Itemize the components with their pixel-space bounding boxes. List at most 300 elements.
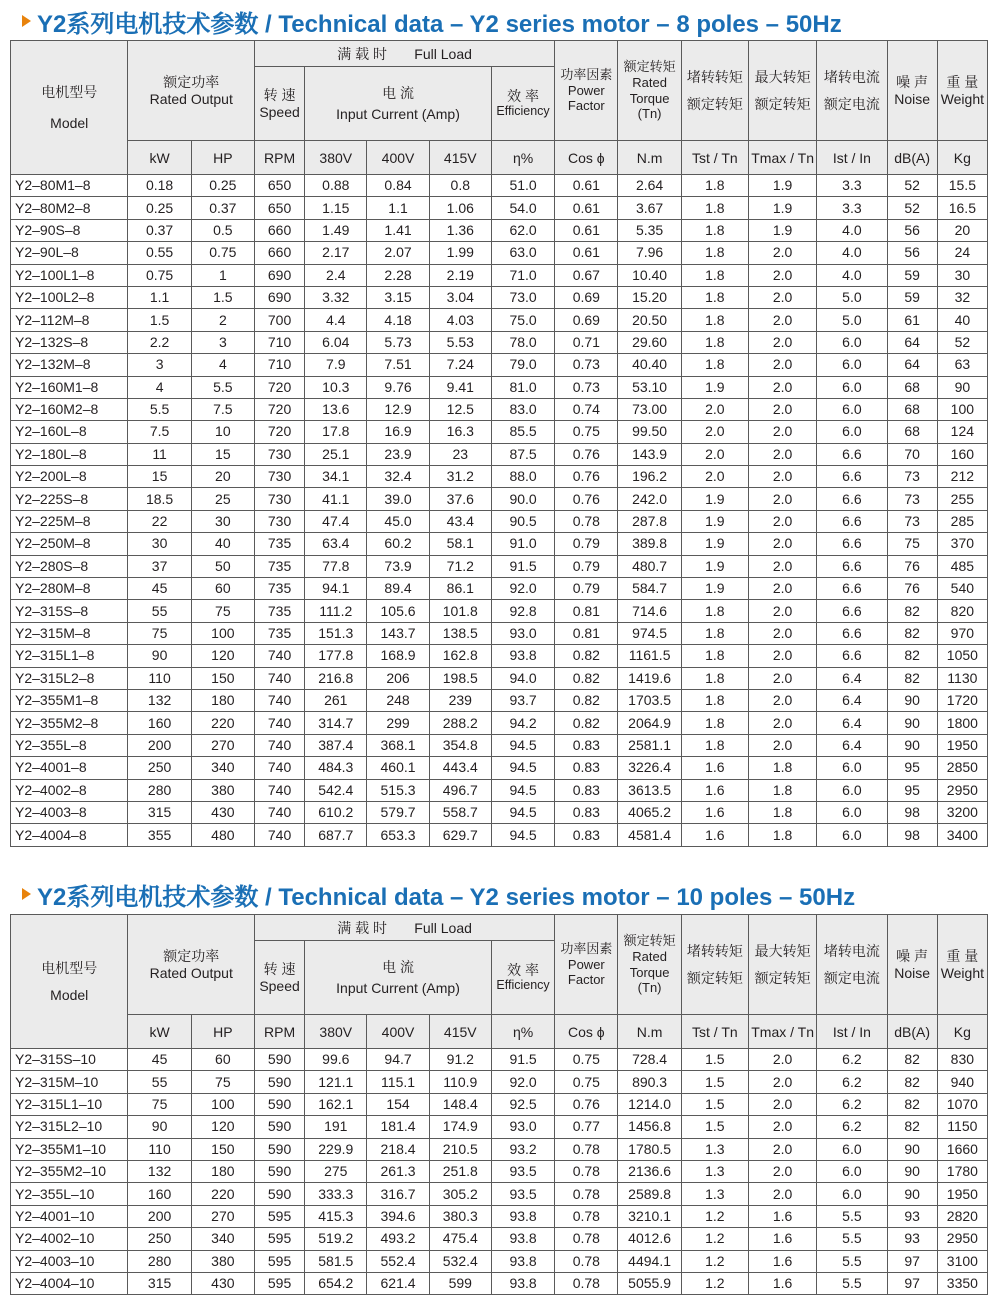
table-row — [11, 421, 988, 443]
cell-efficiency: 93.7 — [491, 689, 554, 711]
cell-rpm: 590 — [254, 1138, 304, 1160]
cell-tst-tn: 1.8 — [681, 622, 748, 644]
unit-hp: HP — [191, 1015, 254, 1049]
table-row — [11, 197, 988, 219]
cell-rpm: 590 — [254, 1093, 304, 1115]
cell-noise: 61 — [887, 309, 937, 331]
cell-power-factor: 0.76 — [555, 466, 618, 488]
cell-power-factor: 0.76 — [555, 1093, 618, 1115]
cell-ist-in: 5.0 — [817, 309, 887, 331]
cell-rpm: 740 — [254, 801, 304, 823]
cell-rpm: 730 — [254, 466, 304, 488]
cell-current-380v: 13.6 — [305, 398, 367, 420]
cell-current-400v: 515.3 — [367, 779, 429, 801]
cell-tmax-tn: 2.0 — [748, 443, 816, 465]
cell-kw: 22 — [128, 510, 191, 532]
cell-power-factor: 0.61 — [555, 219, 618, 241]
cell-torque: 974.5 — [618, 622, 681, 644]
cell-efficiency: 93.8 — [491, 1250, 554, 1272]
cell-current-415v: 288.2 — [429, 712, 491, 734]
cell-tst-tn: 1.5 — [681, 1116, 748, 1138]
cell-noise: 97 — [887, 1272, 937, 1294]
table-row — [11, 175, 988, 197]
cell-power-factor: 0.83 — [555, 734, 618, 756]
cell-torque: 4012.6 — [618, 1228, 681, 1250]
cell-efficiency: 94.5 — [491, 779, 554, 801]
cell-tmax-tn: 1.8 — [748, 824, 816, 846]
cell-tst-tn: 1.8 — [681, 667, 748, 689]
cell-torque: 143.9 — [618, 443, 681, 465]
cell-current-380v: 610.2 — [305, 801, 367, 823]
cell-efficiency: 90.5 — [491, 510, 554, 532]
cell-torque: 5.35 — [618, 219, 681, 241]
cell-rpm: 660 — [254, 219, 304, 241]
cell-tst-tn: 1.2 — [681, 1250, 748, 1272]
cell-current-415v: 9.41 — [429, 376, 491, 398]
cell-current-380v: 542.4 — [305, 779, 367, 801]
cell-power-factor: 0.82 — [555, 712, 618, 734]
pf-header: 功率因素 Power Factor — [555, 41, 618, 141]
unit-400v: 400V — [367, 1015, 429, 1049]
cell-tmax-tn: 1.6 — [748, 1272, 816, 1294]
cell-weight: 830 — [937, 1049, 987, 1071]
cell-weight: 970 — [937, 622, 987, 644]
cell-model: Y2–355M1–8 — [11, 689, 128, 711]
cell-weight: 124 — [937, 421, 987, 443]
cell-power-factor: 0.61 — [555, 175, 618, 197]
cell-current-415v: 496.7 — [429, 779, 491, 801]
cell-torque: 3.67 — [618, 197, 681, 219]
cell-model: Y2–4001–10 — [11, 1205, 128, 1227]
cell-torque: 714.6 — [618, 600, 681, 622]
torque-header: 额定转矩 Rated Torque (Tn) — [618, 915, 681, 1015]
table-row — [11, 376, 988, 398]
table-row — [11, 354, 988, 376]
cell-kw: 315 — [128, 801, 191, 823]
cell-noise: 82 — [887, 667, 937, 689]
cell-current-380v: 191 — [305, 1116, 367, 1138]
table-row — [11, 466, 988, 488]
cell-rpm: 590 — [254, 1071, 304, 1093]
cell-model: Y2–132S–8 — [11, 331, 128, 353]
cell-efficiency: 85.5 — [491, 421, 554, 443]
cell-weight: 160 — [937, 443, 987, 465]
cell-tst-tn: 2.0 — [681, 421, 748, 443]
cell-current-380v: 77.8 — [305, 555, 367, 577]
cell-current-415v: 380.3 — [429, 1205, 491, 1227]
cell-ist-in: 6.2 — [817, 1093, 887, 1115]
cell-hp: 10 — [191, 421, 254, 443]
cell-model: Y2–315L2–10 — [11, 1116, 128, 1138]
table-row — [11, 331, 988, 353]
cell-model: Y2–4003–10 — [11, 1250, 128, 1272]
cell-tmax-tn: 2.0 — [748, 1093, 816, 1115]
cell-current-380v: 261 — [305, 689, 367, 711]
cell-tmax-tn: 2.0 — [748, 398, 816, 420]
cell-current-415v: 198.5 — [429, 667, 491, 689]
table-row — [11, 1071, 988, 1093]
cell-model: Y2–132M–8 — [11, 354, 128, 376]
cell-kw: 160 — [128, 1183, 191, 1205]
cell-weight: 100 — [937, 398, 987, 420]
unit-kw: kW — [128, 141, 191, 175]
cell-current-415v: 110.9 — [429, 1071, 491, 1093]
cell-power-factor: 0.82 — [555, 689, 618, 711]
cell-kw: 160 — [128, 712, 191, 734]
cell-current-415v: 443.4 — [429, 757, 491, 779]
cell-kw: 132 — [128, 689, 191, 711]
cell-weight: 255 — [937, 488, 987, 510]
cell-weight: 15.5 — [937, 175, 987, 197]
cell-model: Y2–112M–8 — [11, 309, 128, 331]
cell-weight: 1050 — [937, 645, 987, 667]
cell-power-factor: 0.75 — [555, 1071, 618, 1093]
unit-tmax: Tmax / Tn — [748, 141, 816, 175]
cell-efficiency: 93.2 — [491, 1138, 554, 1160]
cell-kw: 11 — [128, 443, 191, 465]
cell-noise: 90 — [887, 734, 937, 756]
max-torque-header: 最大转矩 额定转矩 — [748, 41, 816, 141]
cell-tmax-tn: 2.0 — [748, 331, 816, 353]
cell-noise: 59 — [887, 286, 937, 308]
cell-rpm: 700 — [254, 309, 304, 331]
cell-current-415v: 1.06 — [429, 197, 491, 219]
cell-efficiency: 94.5 — [491, 757, 554, 779]
cell-current-415v: 174.9 — [429, 1116, 491, 1138]
cell-weight: 1950 — [937, 734, 987, 756]
table-row — [11, 1049, 988, 1071]
cell-hp: 270 — [191, 734, 254, 756]
cell-weight: 63 — [937, 354, 987, 376]
unit-tst: Tst / Tn — [681, 1015, 748, 1049]
cell-efficiency: 94.2 — [491, 712, 554, 734]
table-row — [11, 734, 988, 756]
cell-kw: 132 — [128, 1160, 191, 1182]
unit-eff: η% — [491, 141, 554, 175]
cell-torque: 7.96 — [618, 242, 681, 264]
triangle-bullet-icon — [22, 888, 31, 900]
cell-tst-tn: 1.9 — [681, 533, 748, 555]
cell-hp: 430 — [191, 1272, 254, 1294]
cell-model: Y2–315L1–8 — [11, 645, 128, 667]
cell-current-400v: 1.41 — [367, 219, 429, 241]
table-row — [11, 533, 988, 555]
cell-torque: 584.7 — [618, 578, 681, 600]
cell-efficiency: 79.0 — [491, 354, 554, 376]
cell-tmax-tn: 1.8 — [748, 757, 816, 779]
table-row — [11, 1205, 988, 1227]
cell-torque: 242.0 — [618, 488, 681, 510]
cell-kw: 7.5 — [128, 421, 191, 443]
table-row — [11, 600, 988, 622]
cell-efficiency: 94.5 — [491, 824, 554, 846]
cell-torque: 728.4 — [618, 1049, 681, 1071]
cell-model: Y2–355L–8 — [11, 734, 128, 756]
cell-current-400v: 45.0 — [367, 510, 429, 532]
cell-weight: 540 — [937, 578, 987, 600]
cell-weight: 2950 — [937, 1228, 987, 1250]
cell-current-380v: 314.7 — [305, 712, 367, 734]
cell-efficiency: 92.5 — [491, 1093, 554, 1115]
cell-rpm: 595 — [254, 1228, 304, 1250]
cell-kw: 3 — [128, 354, 191, 376]
cell-hp: 340 — [191, 757, 254, 779]
cell-current-415v: 138.5 — [429, 622, 491, 644]
cell-tmax-tn: 2.0 — [748, 1183, 816, 1205]
cell-weight: 212 — [937, 466, 987, 488]
cell-kw: 2.2 — [128, 331, 191, 353]
cell-ist-in: 4.0 — [817, 242, 887, 264]
cell-model: Y2–315S–10 — [11, 1049, 128, 1071]
cell-weight: 40 — [937, 309, 987, 331]
cell-current-400v: 168.9 — [367, 645, 429, 667]
cell-power-factor: 0.82 — [555, 667, 618, 689]
cell-current-415v: 532.4 — [429, 1250, 491, 1272]
cell-rpm: 740 — [254, 689, 304, 711]
unit-cos: Cos ϕ — [555, 141, 618, 175]
cell-current-415v: 91.2 — [429, 1049, 491, 1071]
cell-power-factor: 0.78 — [555, 1183, 618, 1205]
cell-tmax-tn: 1.9 — [748, 219, 816, 241]
cell-weight: 24 — [937, 242, 987, 264]
unit-380v: 380V — [305, 1015, 367, 1049]
section-title-10-poles — [22, 877, 855, 911]
cell-model: Y2–160M2–8 — [11, 398, 128, 420]
cell-efficiency: 81.0 — [491, 376, 554, 398]
unit-eff: η% — [491, 1015, 554, 1049]
table-row — [11, 1250, 988, 1272]
cell-tst-tn: 1.9 — [681, 578, 748, 600]
cell-tmax-tn: 2.0 — [748, 645, 816, 667]
cell-weight: 1070 — [937, 1093, 987, 1115]
pf-header: 功率因素 Power Factor — [555, 915, 618, 1015]
cell-current-415v: 354.8 — [429, 734, 491, 756]
cell-current-415v: 16.3 — [429, 421, 491, 443]
cell-weight: 32 — [937, 286, 987, 308]
noise-header: 噪 声 Noise — [887, 915, 937, 1015]
cell-current-415v: 148.4 — [429, 1093, 491, 1115]
cell-ist-in: 6.4 — [817, 734, 887, 756]
cell-kw: 250 — [128, 757, 191, 779]
cell-tst-tn: 1.9 — [681, 555, 748, 577]
cell-current-380v: 484.3 — [305, 757, 367, 779]
cell-current-400v: 218.4 — [367, 1138, 429, 1160]
cell-torque: 2581.1 — [618, 734, 681, 756]
cell-efficiency: 93.8 — [491, 1205, 554, 1227]
cell-tst-tn: 1.8 — [681, 175, 748, 197]
cell-current-380v: 34.1 — [305, 466, 367, 488]
cell-hp: 0.5 — [191, 219, 254, 241]
cell-noise: 70 — [887, 443, 937, 465]
cell-efficiency: 92.8 — [491, 600, 554, 622]
rated-output-header: 额定功率 Rated Output — [128, 41, 255, 141]
cell-current-415v: 3.04 — [429, 286, 491, 308]
cell-model: Y2–225M–8 — [11, 510, 128, 532]
cell-current-380v: 2.4 — [305, 264, 367, 286]
cell-tmax-tn: 2.0 — [748, 600, 816, 622]
cell-model: Y2–280S–8 — [11, 555, 128, 577]
cell-hp: 220 — [191, 712, 254, 734]
cell-ist-in: 3.3 — [817, 197, 887, 219]
cell-ist-in: 6.6 — [817, 555, 887, 577]
cell-rpm: 720 — [254, 421, 304, 443]
cell-ist-in: 6.6 — [817, 488, 887, 510]
cell-rpm: 590 — [254, 1160, 304, 1182]
cell-noise: 76 — [887, 555, 937, 577]
cell-torque: 4065.2 — [618, 801, 681, 823]
cell-noise: 68 — [887, 421, 937, 443]
cell-rpm: 730 — [254, 488, 304, 510]
cell-torque: 1780.5 — [618, 1138, 681, 1160]
cell-power-factor: 0.78 — [555, 1138, 618, 1160]
cell-model: Y2–315S–8 — [11, 600, 128, 622]
cell-tst-tn: 1.3 — [681, 1160, 748, 1182]
cell-kw: 0.37 — [128, 219, 191, 241]
cell-weight: 940 — [937, 1071, 987, 1093]
cell-current-400v: 579.7 — [367, 801, 429, 823]
cell-torque: 2136.6 — [618, 1160, 681, 1182]
cell-kw: 5.5 — [128, 398, 191, 420]
cell-current-415v: 251.8 — [429, 1160, 491, 1182]
max-torque-header: 最大转矩 额定转矩 — [748, 915, 816, 1015]
cell-power-factor: 0.83 — [555, 757, 618, 779]
cell-current-400v: 115.1 — [367, 1071, 429, 1093]
cell-current-400v: 248 — [367, 689, 429, 711]
cell-model: Y2–180L–8 — [11, 443, 128, 465]
cell-noise: 68 — [887, 376, 937, 398]
cell-hp: 25 — [191, 488, 254, 510]
cell-current-380v: 654.2 — [305, 1272, 367, 1294]
cell-ist-in: 4.0 — [817, 264, 887, 286]
table-row — [11, 622, 988, 644]
cell-power-factor: 0.75 — [555, 421, 618, 443]
cell-hp: 100 — [191, 622, 254, 644]
cell-efficiency: 63.0 — [491, 242, 554, 264]
unit-dba: dB(A) — [887, 141, 937, 175]
cell-hp: 430 — [191, 801, 254, 823]
cell-hp: 0.75 — [191, 242, 254, 264]
table-row — [11, 242, 988, 264]
cell-tst-tn: 1.8 — [681, 264, 748, 286]
cell-current-380v: 4.4 — [305, 309, 367, 331]
cell-rpm: 735 — [254, 555, 304, 577]
cell-model: Y2–315L2–8 — [11, 667, 128, 689]
cell-current-400v: 394.6 — [367, 1205, 429, 1227]
cell-current-380v: 1.15 — [305, 197, 367, 219]
cell-current-415v: 4.03 — [429, 309, 491, 331]
cell-weight: 16.5 — [937, 197, 987, 219]
table-row — [11, 488, 988, 510]
cell-tmax-tn: 2.0 — [748, 354, 816, 376]
cell-noise: 82 — [887, 1093, 937, 1115]
cell-weight: 2950 — [937, 779, 987, 801]
cell-rpm: 690 — [254, 264, 304, 286]
units-row — [11, 141, 988, 175]
cell-current-380v: 94.1 — [305, 578, 367, 600]
cell-ist-in: 6.4 — [817, 712, 887, 734]
cell-current-400v: 12.9 — [367, 398, 429, 420]
cell-model: Y2–80M2–8 — [11, 197, 128, 219]
cell-torque: 1456.8 — [618, 1116, 681, 1138]
cell-tmax-tn: 2.0 — [748, 622, 816, 644]
cell-current-400v: 1.1 — [367, 197, 429, 219]
cell-efficiency: 54.0 — [491, 197, 554, 219]
cell-efficiency: 93.8 — [491, 1228, 554, 1250]
cell-model: Y2–280M–8 — [11, 578, 128, 600]
cell-model: Y2–160L–8 — [11, 421, 128, 443]
cell-noise: 93 — [887, 1228, 937, 1250]
rated-output-header: 额定功率 Rated Output — [128, 915, 255, 1015]
cell-current-380v: 63.4 — [305, 533, 367, 555]
cell-current-400v: 94.7 — [367, 1049, 429, 1071]
table-row — [11, 443, 988, 465]
cell-current-400v: 206 — [367, 667, 429, 689]
cell-tst-tn: 2.0 — [681, 443, 748, 465]
cell-ist-in: 6.6 — [817, 466, 887, 488]
cell-efficiency: 88.0 — [491, 466, 554, 488]
table-row — [11, 1228, 988, 1250]
cell-tmax-tn: 2.0 — [748, 309, 816, 331]
table-row — [11, 667, 988, 689]
cell-weight: 485 — [937, 555, 987, 577]
cell-kw: 37 — [128, 555, 191, 577]
cell-rpm: 740 — [254, 667, 304, 689]
cell-hp: 40 — [191, 533, 254, 555]
cell-hp: 15 — [191, 443, 254, 465]
cell-kw: 90 — [128, 1116, 191, 1138]
cell-current-400v: 621.4 — [367, 1272, 429, 1294]
cell-ist-in: 6.0 — [817, 1183, 887, 1205]
cell-torque: 1703.5 — [618, 689, 681, 711]
cell-kw: 55 — [128, 600, 191, 622]
cell-rpm: 735 — [254, 533, 304, 555]
cell-current-380v: 519.2 — [305, 1228, 367, 1250]
cell-tmax-tn: 2.0 — [748, 555, 816, 577]
cell-kw: 18.5 — [128, 488, 191, 510]
cell-ist-in: 6.6 — [817, 622, 887, 644]
cell-noise: 90 — [887, 1138, 937, 1160]
cell-ist-in: 6.4 — [817, 689, 887, 711]
cell-kw: 0.25 — [128, 197, 191, 219]
cell-hp: 7.5 — [191, 398, 254, 420]
cell-kw: 200 — [128, 1205, 191, 1227]
table-row — [11, 510, 988, 532]
cell-ist-in: 5.5 — [817, 1250, 887, 1272]
cell-tst-tn: 1.3 — [681, 1183, 748, 1205]
cell-tmax-tn: 2.0 — [748, 533, 816, 555]
cell-tmax-tn: 2.0 — [748, 286, 816, 308]
cell-current-380v: 415.3 — [305, 1205, 367, 1227]
cell-tmax-tn: 1.9 — [748, 175, 816, 197]
table-row — [11, 286, 988, 308]
cell-ist-in: 6.0 — [817, 421, 887, 443]
cell-tst-tn: 1.8 — [681, 197, 748, 219]
cell-power-factor: 0.67 — [555, 264, 618, 286]
cell-tst-tn: 1.8 — [681, 354, 748, 376]
unit-cos: Cos ϕ — [555, 1015, 618, 1049]
cell-current-400v: 493.2 — [367, 1228, 429, 1250]
cell-efficiency: 94.5 — [491, 801, 554, 823]
cell-torque: 480.7 — [618, 555, 681, 577]
cell-ist-in: 6.0 — [817, 1138, 887, 1160]
cell-current-380v: 99.6 — [305, 1049, 367, 1071]
cell-rpm: 735 — [254, 578, 304, 600]
cell-noise: 64 — [887, 331, 937, 353]
cell-current-400v: 0.84 — [367, 175, 429, 197]
cell-ist-in: 6.6 — [817, 510, 887, 532]
cell-ist-in: 6.6 — [817, 600, 887, 622]
cell-power-factor: 0.69 — [555, 286, 618, 308]
